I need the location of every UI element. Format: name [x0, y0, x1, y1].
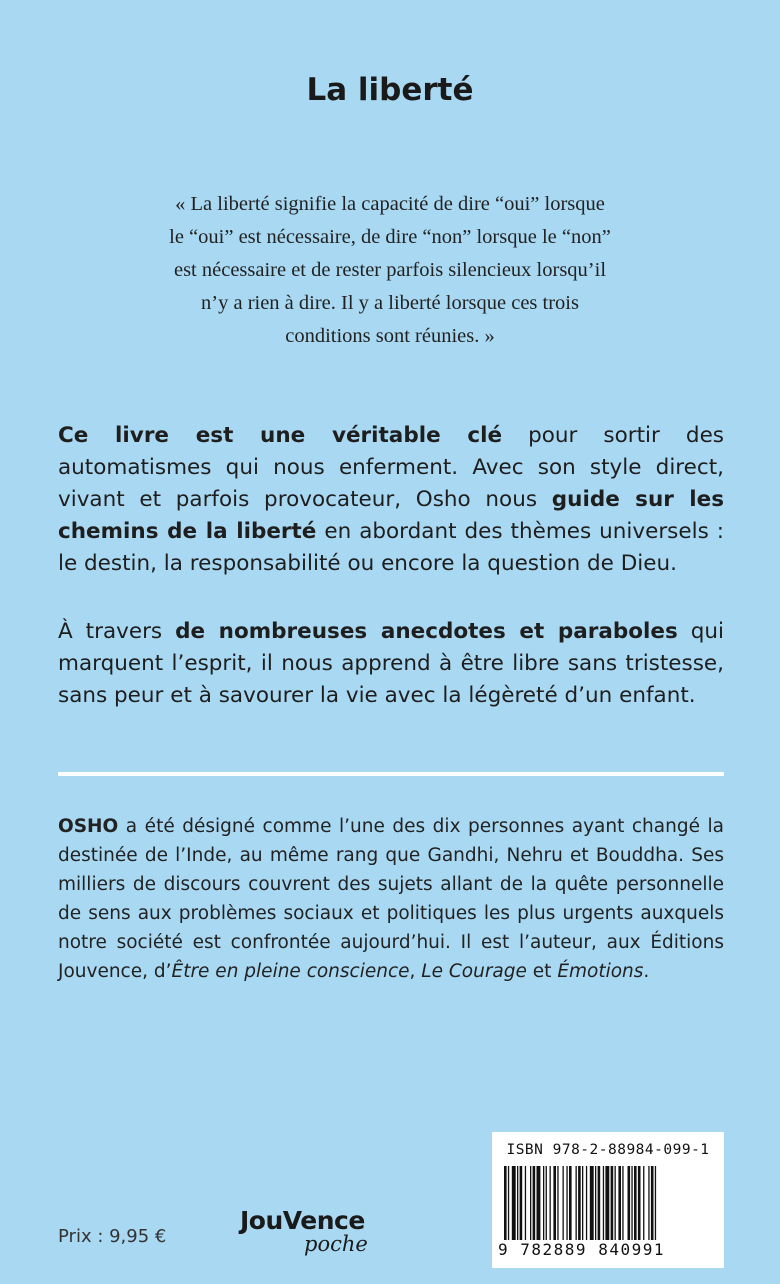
barcode-digits: 9 782889 840991	[498, 1240, 665, 1259]
publisher-sub: poche	[304, 1232, 368, 1256]
barcode-bar	[530, 1166, 531, 1240]
barcode-bar	[576, 1166, 577, 1240]
barcode-bar	[537, 1166, 541, 1240]
barcode-bar	[525, 1166, 526, 1240]
barcode-bar	[586, 1166, 587, 1240]
bio-book-3: Émotions	[557, 961, 644, 982]
quote-line: le “oui” est nécessaire, de dire “non” lorsque le “non”	[169, 226, 611, 248]
barcode-bar	[618, 1166, 621, 1240]
barcode-bar	[611, 1166, 614, 1240]
book-title: La liberté	[306, 72, 474, 108]
quote-line: « La liberté signifie la capacité de dire “oui” lorsque	[175, 193, 605, 215]
publisher-brand: JouVence	[240, 1206, 365, 1235]
barcode-bar	[598, 1166, 601, 1240]
barcode-bar	[603, 1166, 604, 1240]
price: Prix : 9,95 €	[58, 1226, 167, 1247]
barcode-bars	[502, 1166, 714, 1240]
barcode-block	[492, 1132, 724, 1268]
barcode-bar	[648, 1166, 649, 1240]
barcode-bar	[550, 1166, 551, 1240]
barcode-bar	[628, 1166, 631, 1240]
bio-end: .	[643, 961, 650, 982]
bio-text: a été désigné comme l’une des dix personnes ayant changé la destinée de l’Inde, au même rang que Gandhi, Nehru et Bouddha. Ses milliers de discours couvrent des sujets allant de la quête personnelle de sens aux problèmes sociaux et politiques les plus urgents auxquels notre société est confrontée aujourd’hui. Il est l’auteur, aux Éditions Jouvence, d’	[58, 816, 724, 982]
barcode-bar	[520, 1166, 523, 1240]
bio-and: et	[526, 961, 558, 982]
bio-sep: ,	[409, 961, 422, 982]
barcode-bar	[638, 1166, 641, 1240]
barcode-bar	[569, 1166, 572, 1240]
barcode-bar	[553, 1166, 556, 1240]
barcode-bar	[590, 1166, 594, 1240]
barcode-bar	[595, 1166, 596, 1240]
barcode-bar	[655, 1166, 656, 1240]
barcode-bar	[563, 1166, 564, 1240]
barcode-bar	[651, 1166, 654, 1240]
barcode-bar	[504, 1166, 507, 1240]
barcode-bar	[512, 1166, 516, 1240]
barcode-bar	[533, 1166, 536, 1240]
barcode-bar	[546, 1166, 547, 1240]
barcode-bar	[582, 1166, 583, 1240]
barcode-bar	[566, 1166, 567, 1240]
barcode-bar	[578, 1166, 581, 1240]
p2-text-2: qui marquent l’esprit, il nous apprend à être libre sans tristesse, sans peur et à savourer la vie avec la légèreté d’un enfant.	[58, 619, 725, 708]
barcode-bar	[605, 1166, 609, 1240]
barcode-bar	[615, 1166, 616, 1240]
barcode-bar	[634, 1166, 637, 1240]
publisher-logo	[240, 1206, 400, 1266]
barcode-bar	[517, 1166, 518, 1240]
barcode-bar	[631, 1166, 632, 1240]
quote-line: conditions sont réunies. »	[285, 325, 495, 347]
quote-line: n’y a rien à dire. Il y a liberté lorsque ces trois	[201, 292, 579, 314]
barcode-bar	[543, 1166, 544, 1240]
bio-author: OSHO	[58, 816, 119, 837]
divider	[58, 772, 724, 776]
barcode-bar	[557, 1166, 558, 1240]
barcode-bar	[508, 1166, 509, 1240]
bio-book-2: Le Courage	[421, 961, 527, 982]
description-paragraph-1	[58, 420, 724, 580]
p1-bold-1: Ce livre est une véritable clé	[58, 423, 503, 448]
p1-text-2: en abordant des thèmes universels : le destin, la responsabilité ou encore la question de Dieu.	[58, 519, 724, 576]
p2-bold-1: de nombreuses anecdotes et paraboles	[175, 619, 678, 644]
p1-bold-2: guide sur les chemins de la liberté	[58, 487, 724, 544]
quote-block	[100, 188, 680, 353]
p1-text-1: pour sortir des automatismes qui nous enferment. Avec son style direct, vivant et parfois provocateur, Osho nous	[58, 423, 724, 512]
quote-line: est nécessaire et de rester parfois silencieux lorsqu’il	[173, 259, 607, 281]
author-bio	[58, 812, 724, 986]
isbn-label: ISBN 978-2-88984-099-1	[506, 1142, 710, 1158]
description-paragraph-2	[58, 616, 724, 712]
barcode-bar	[622, 1166, 623, 1240]
barcode-bar	[643, 1166, 644, 1240]
p2-text-1: À travers	[58, 619, 176, 644]
bio-book-1: Être en pleine conscience	[171, 961, 410, 982]
